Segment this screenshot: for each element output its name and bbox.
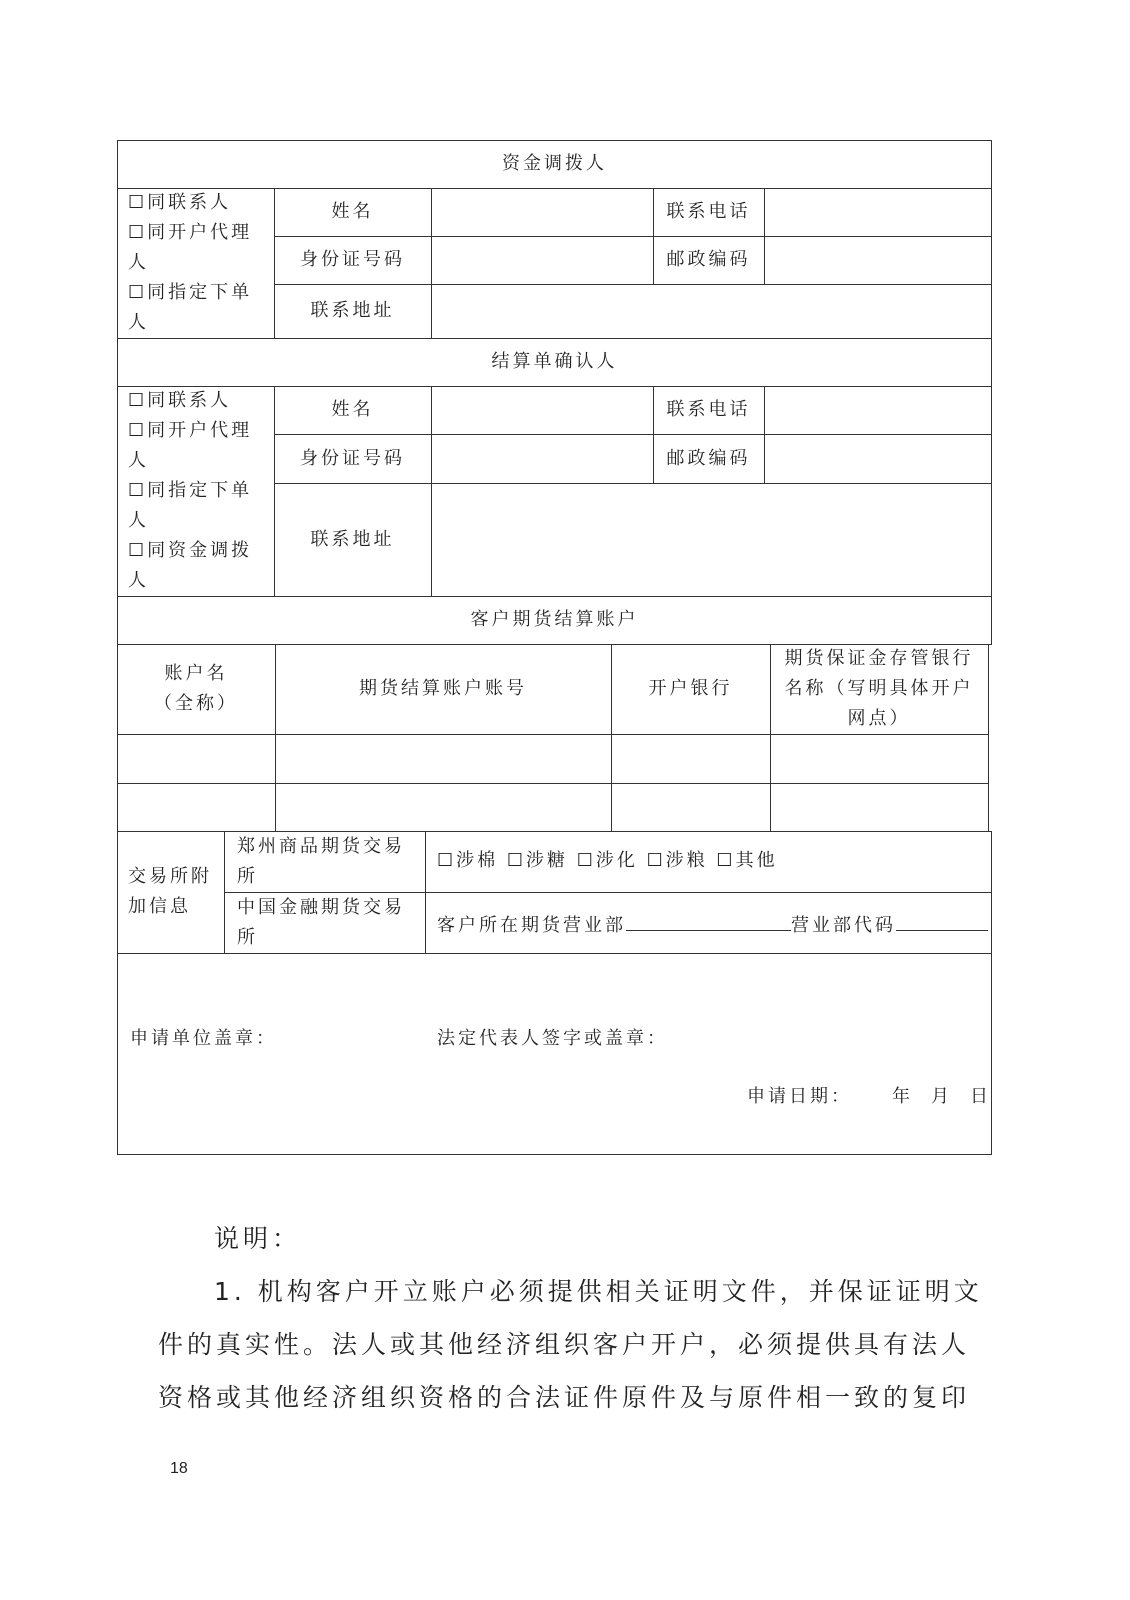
notes-line-3: 资格或其他经济组织资格的合法证件原件及与原件相一致的复印 bbox=[158, 1383, 971, 1412]
col-account-name-line1: 账户名 bbox=[164, 663, 228, 684]
cffex-label bbox=[237, 893, 405, 953]
date-year: 年 bbox=[892, 1086, 913, 1107]
settle-same-as-options[interactable] bbox=[128, 386, 252, 596]
fund-id-label: 身份证号码 bbox=[300, 249, 405, 270]
application-date-row bbox=[747, 1086, 991, 1108]
option-same-as-contact[interactable]: ☐同联系人 bbox=[128, 390, 232, 411]
settlement-confirm-header: 结算单确认人 bbox=[491, 351, 618, 372]
date-day: 日 bbox=[970, 1086, 991, 1107]
dept-code-field[interactable] bbox=[896, 912, 988, 931]
fund-id-field[interactable] bbox=[432, 237, 653, 284]
account-row-1-margin-bank[interactable] bbox=[771, 735, 988, 783]
fund-address-field[interactable] bbox=[432, 285, 991, 338]
fund-postal-label: 邮政编码 bbox=[666, 249, 751, 270]
col-account-name bbox=[117, 644, 275, 734]
col-margin-bank bbox=[770, 644, 988, 734]
zce-label-line1: 郑州商品期货交易 bbox=[237, 836, 405, 857]
settle-phone-label: 联系电话 bbox=[666, 399, 751, 420]
col-margin-bank-line1: 期货保证金存管银行 bbox=[784, 648, 974, 669]
account-row-2-margin-bank[interactable] bbox=[771, 784, 988, 831]
fund-name-label: 姓名 bbox=[331, 201, 374, 222]
sales-dept-field[interactable] bbox=[626, 912, 791, 931]
fund-postal-field[interactable] bbox=[765, 237, 991, 284]
notes-line-1: 1. 机构客户开立账户必须提供相关证明文件，并保证证明文 bbox=[214, 1277, 983, 1306]
settle-name-label: 姓名 bbox=[331, 399, 374, 420]
fund-transfer-header: 资金调拨人 bbox=[502, 153, 607, 174]
fund-phone-label: 联系电话 bbox=[666, 201, 751, 222]
fund-name-field[interactable] bbox=[432, 189, 653, 236]
account-row-1-number[interactable] bbox=[276, 735, 611, 783]
applicant-seal-label: 申请单位盖章： bbox=[130, 1028, 277, 1049]
col-margin-bank-line3: 网点） bbox=[847, 708, 911, 729]
notes-line-2: 件的真实性。法人或其他经济组织客户开户，必须提供具有法人 bbox=[158, 1330, 971, 1359]
sales-dept-row bbox=[437, 912, 988, 937]
account-row-1-bank[interactable] bbox=[612, 735, 770, 783]
fund-same-as-options[interactable] bbox=[128, 188, 252, 338]
col-bank: 开户银行 bbox=[648, 678, 733, 699]
account-row-2-bank[interactable] bbox=[612, 784, 770, 831]
date-month: 月 bbox=[931, 1086, 952, 1107]
sales-dept-label: 客户所在期货营业部 bbox=[437, 915, 626, 936]
settle-id-label: 身份证号码 bbox=[300, 447, 405, 469]
option-text-cont: 人 bbox=[128, 510, 149, 531]
option-same-as-agent[interactable]: ☐同开户代理 bbox=[128, 420, 253, 441]
dept-code-label: 营业部代码 bbox=[791, 915, 896, 936]
zce-label-line2: 所 bbox=[237, 866, 258, 887]
futures-account-header: 客户期货结算账户 bbox=[470, 609, 639, 630]
cffex-label-line2: 所 bbox=[237, 927, 258, 948]
col-margin-bank-line2: 名称（写明具体开户 bbox=[784, 678, 974, 699]
account-row-2-name[interactable] bbox=[118, 784, 275, 831]
legal-rep-signature-label: 法定代表人签字或盖章： bbox=[437, 1028, 668, 1049]
col-account-name-line2: （全称） bbox=[154, 693, 238, 714]
option-text-cont: 人 bbox=[128, 312, 149, 333]
cffex-label-line1: 中国金融期货交易 bbox=[237, 897, 405, 918]
zce-category-options[interactable]: ☐涉棉 ☐涉糖 ☐涉化 ☐涉粮 ☐其他 bbox=[437, 850, 778, 871]
exchange-info-label-line2: 加信息 bbox=[128, 896, 191, 917]
settle-phone-field[interactable] bbox=[765, 387, 991, 434]
exchange-info-label bbox=[128, 862, 212, 922]
fund-phone-field[interactable] bbox=[765, 189, 991, 236]
page-number: 18 bbox=[170, 1460, 188, 1477]
settle-address-label: 联系地址 bbox=[310, 528, 395, 550]
option-same-as-fund-transfer[interactable]: ☐同资金调拨 bbox=[128, 540, 253, 561]
col-account-number: 期货结算账户账号 bbox=[359, 678, 527, 699]
option-text-cont: 人 bbox=[128, 252, 149, 273]
settle-postal-label: 邮政编码 bbox=[666, 447, 751, 469]
zce-label bbox=[237, 832, 405, 892]
option-text-cont: 人 bbox=[128, 570, 149, 591]
option-same-as-order-placer[interactable]: ☐同指定下单 bbox=[128, 480, 253, 501]
account-row-1-name[interactable] bbox=[118, 735, 275, 783]
settle-postal-field[interactable] bbox=[765, 435, 991, 483]
settle-id-field[interactable] bbox=[432, 435, 653, 483]
option-same-as-agent[interactable]: ☐同开户代理 bbox=[128, 222, 253, 243]
option-same-as-contact[interactable]: ☐同联系人 bbox=[128, 192, 232, 213]
option-same-as-order-placer[interactable]: ☐同指定下单 bbox=[128, 282, 253, 303]
application-date-label: 申请日期： bbox=[747, 1086, 852, 1107]
fund-address-label: 联系地址 bbox=[310, 300, 395, 321]
settle-address-field[interactable] bbox=[432, 484, 991, 596]
account-row-2-number[interactable] bbox=[276, 784, 611, 831]
notes-heading: 说明： bbox=[214, 1224, 302, 1253]
exchange-info-label-line1: 交易所附 bbox=[128, 866, 212, 887]
option-text-cont: 人 bbox=[128, 450, 149, 471]
settle-name-field[interactable] bbox=[432, 387, 653, 434]
